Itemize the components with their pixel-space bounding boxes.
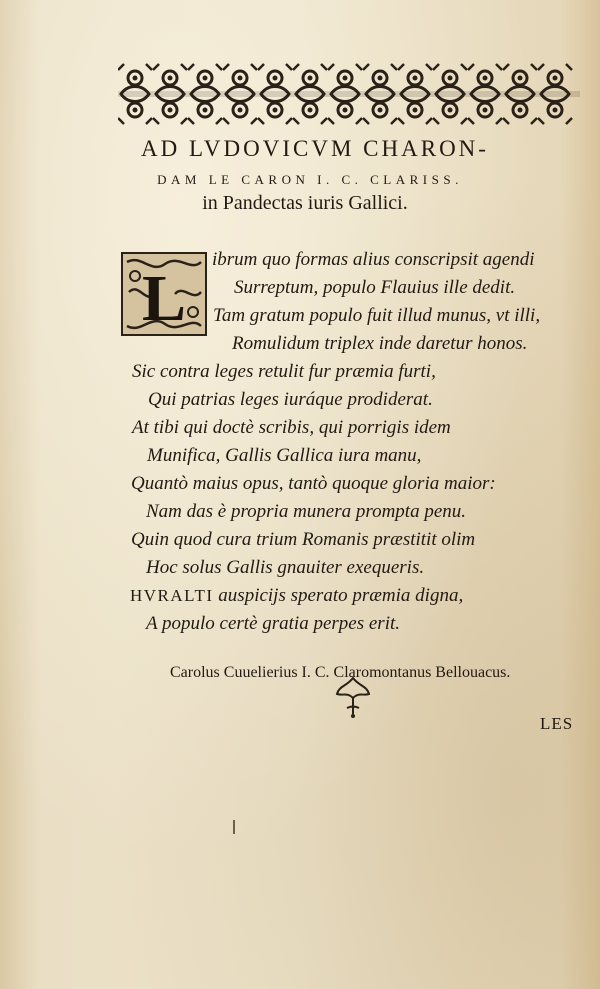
verse-line: Hoc solus Gallis gnauiter exequeris.: [146, 557, 425, 578]
heading-line-3: in Pandectas iuris Gallici.: [202, 192, 408, 214]
initial-letter-glyph: L: [141, 262, 187, 335]
verse-line: Quantò maius opus, tantò quoque gloria maior:: [131, 473, 496, 494]
verse-line: Surreptum, populo Flauius ille dedit.: [234, 277, 516, 298]
verse-line: Sic contra leges retulit fur præmia furti,: [132, 361, 436, 382]
verse-line: Tam gratum populo fuit illud munus, vt illi,: [213, 305, 541, 326]
verse-line: Quin quod cura trium Romanis præstitit olim: [131, 529, 476, 550]
verse-line-text: auspicijs sperato præmia digna,: [218, 585, 464, 606]
verse-line-with-name: [130, 585, 463, 607]
verse-line: Romulidum triplex inde daretur honos.: [232, 333, 528, 354]
signature-line: Carolus Cuuelierius I. C. Claromontanus Bellouacus.: [170, 664, 511, 681]
decorated-initial-letter: [121, 252, 207, 336]
verse-line: A populo certè gratia perpes erit.: [146, 613, 401, 634]
verse-line: ibrum quo formas alius conscripsit agendi: [212, 249, 535, 270]
fleuron-ornament: [333, 676, 373, 718]
catchword: LES: [540, 714, 574, 733]
heading-line-1: AD LVDOVICVM CHARON-: [141, 136, 489, 161]
page-mark: [233, 820, 235, 834]
verse-lead-name: HVRALTI: [130, 586, 214, 605]
verse-line: Munifica, Gallis Gallica iura manu,: [147, 445, 422, 466]
verse-line: Nam das è propria munera prompta penu.: [146, 501, 467, 522]
verse-line: Qui patrias leges iuráque prodiderat.: [148, 389, 433, 410]
heading-line-2: DAM LE CARON I. C. CLARISS.: [157, 172, 463, 187]
verse-line: At tibi qui doctè scribis, qui porrigis idem: [132, 417, 451, 438]
ornamental-headpiece: [118, 62, 580, 126]
